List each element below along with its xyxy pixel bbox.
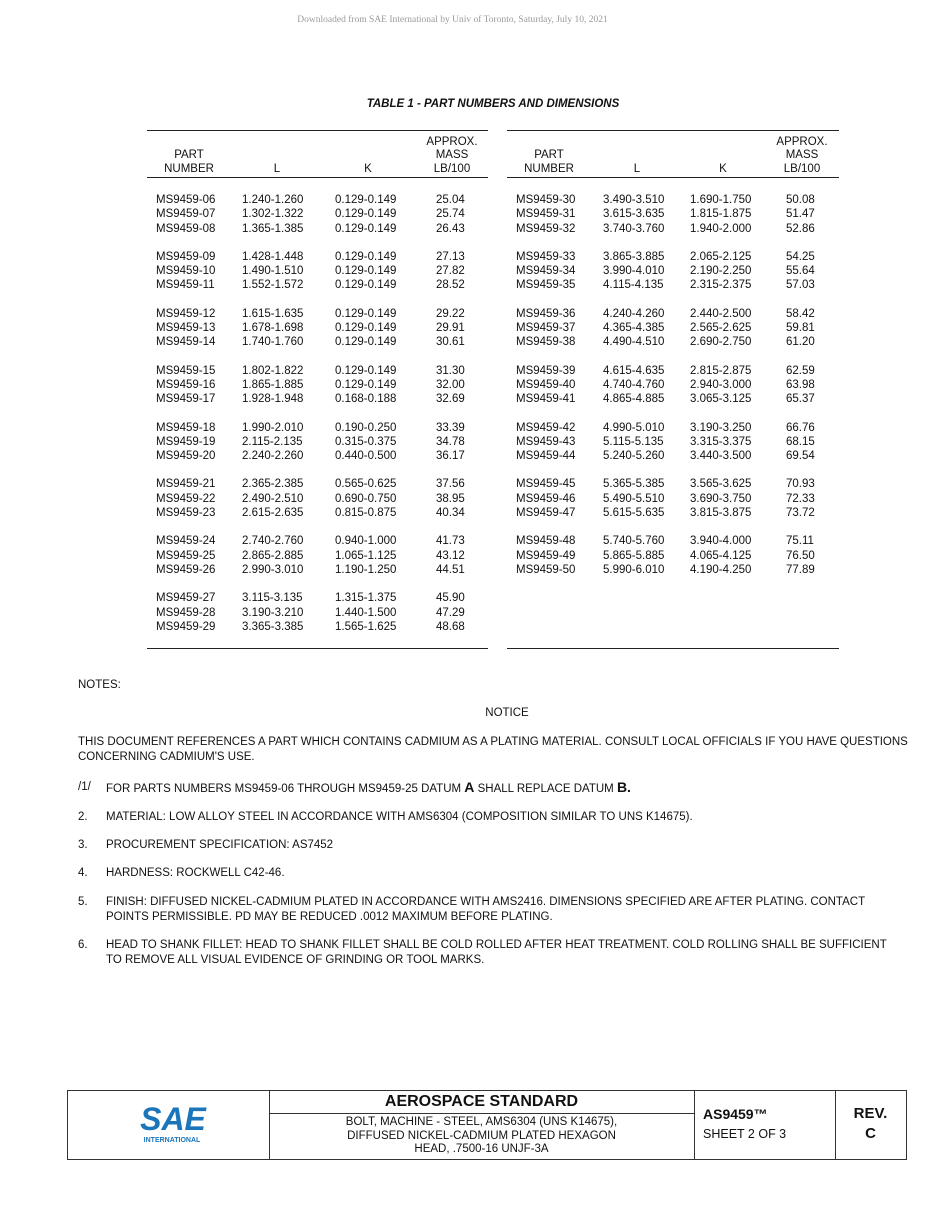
cell-k: 0.168-0.188	[335, 393, 397, 406]
cell-mass: 68.15	[786, 435, 815, 448]
cell-k: 0.690-0.750	[335, 492, 397, 505]
cell-mass: 54.25	[786, 250, 815, 263]
cell-mass: 29.22	[436, 307, 465, 320]
cell-part-number: MS9459-19	[156, 435, 216, 448]
cell-l: 3.740-3.760	[603, 222, 665, 235]
cell-k: 2.440-2.500	[690, 307, 752, 320]
cell-k: 2.940-3.000	[690, 378, 752, 391]
cell-mass: 55.64	[786, 265, 815, 278]
table-row	[507, 278, 839, 292]
cell-l: 1.490-1.510	[242, 265, 304, 278]
table-row	[147, 321, 488, 335]
row-group	[147, 591, 488, 634]
table-row	[147, 378, 488, 392]
cell-l: 1.990-2.010	[242, 421, 304, 434]
cell-k: 1.940-2.000	[690, 222, 752, 235]
cell-part-number: MS9459-32	[516, 222, 576, 235]
cell-k: 0.440-0.500	[335, 450, 397, 463]
cell-k: 0.129-0.149	[335, 279, 397, 292]
cell-l: 5.740-5.760	[603, 535, 665, 548]
row-group	[507, 534, 839, 577]
table-row	[147, 606, 488, 620]
table-row	[507, 250, 839, 264]
cell-l: 4.615-4.635	[603, 364, 665, 377]
cell-l: 4.115-4.135	[603, 279, 664, 292]
cell-k: 0.940-1.000	[335, 535, 397, 548]
cell-part-number: MS9459-29	[156, 620, 216, 633]
table-row	[147, 534, 488, 548]
cell-l: 2.240-2.260	[242, 450, 304, 463]
header-k: K	[719, 162, 727, 175]
cell-l: 1.928-1.948	[242, 393, 304, 406]
cell-part-number: MS9459-10	[156, 265, 216, 278]
cell-mass: 45.90	[436, 592, 465, 605]
table-row	[147, 421, 488, 435]
table-row	[507, 222, 839, 236]
cell-k: 4.065-4.125	[690, 549, 752, 562]
cell-k: 0.129-0.149	[335, 336, 397, 349]
row-group	[507, 364, 839, 407]
cell-l: 5.240-5.260	[603, 450, 665, 463]
cell-part-number: MS9459-41	[516, 393, 576, 406]
cell-part-number: MS9459-06	[156, 194, 216, 206]
table-row	[147, 435, 488, 449]
cell-part-number: MS9459-34	[516, 265, 576, 278]
table-row	[147, 563, 488, 577]
cell-mass: 75.11	[786, 535, 814, 548]
cell-k: 0.129-0.149	[335, 265, 397, 278]
table-title: TABLE 1 - PART NUMBERS AND DIMENSIONS	[366, 98, 620, 110]
cell-part-number: MS9459-30	[516, 194, 576, 206]
cell-k: 3.565-3.625	[690, 478, 752, 491]
logo-subtext: INTERNATIONAL	[143, 1137, 201, 1144]
cell-part-number: MS9459-42	[516, 421, 576, 434]
cell-part-number: MS9459-28	[156, 606, 216, 619]
cell-k: 1.065-1.125	[335, 549, 397, 562]
cell-part-number: MS9459-46	[516, 492, 576, 505]
table-body	[147, 193, 488, 634]
cell-k: 0.815-0.875	[335, 507, 397, 520]
cell-part-number: MS9459-36	[516, 307, 576, 320]
cell-part-number: MS9459-26	[156, 563, 216, 576]
table-row	[147, 591, 488, 605]
cell-l: 5.615-5.635	[603, 507, 665, 520]
part-table-left	[147, 130, 488, 649]
cell-mass: 73.72	[786, 507, 815, 520]
cell-k: 0.129-0.149	[335, 307, 397, 320]
table-row	[147, 492, 488, 506]
cell-l: 4.240-4.260	[603, 307, 665, 320]
note-text: FOR PARTS NUMBERS MS9459-06 THROUGH MS9459-25 DATUM A SHALL REPLACE DATUM B.	[106, 779, 631, 795]
cell-mass: 25.74	[436, 208, 465, 221]
cell-mass: 77.89	[786, 563, 815, 576]
cell-l: 1.615-1.635	[242, 307, 304, 320]
table-row	[507, 421, 839, 435]
cell-l: 2.115-2.135	[242, 435, 303, 448]
cell-l: 5.365-5.385	[603, 478, 665, 491]
sae-logo-icon	[138, 1100, 208, 1146]
row-group	[147, 250, 488, 293]
cell-l: 3.365-3.385	[242, 620, 304, 633]
cell-mass: 41.73	[436, 535, 465, 548]
cell-mass: 34.78	[436, 435, 465, 448]
cell-k: 3.940-4.000	[690, 535, 752, 548]
row-group	[147, 534, 488, 577]
cell-l: 5.490-5.510	[603, 492, 665, 505]
cell-k: 3.815-3.875	[690, 507, 752, 520]
cell-mass: 37.56	[436, 478, 465, 491]
cell-part-number: MS9459-37	[516, 322, 576, 335]
cell-k: 3.190-3.250	[690, 421, 752, 434]
cell-l: 1.240-1.260	[242, 194, 304, 206]
header-part-number: PART NUMBER	[524, 149, 574, 175]
table-row	[507, 364, 839, 378]
cell-mass: 52.86	[786, 222, 815, 235]
cell-l: 3.190-3.210	[242, 606, 304, 619]
cell-k: 0.129-0.149	[335, 194, 397, 206]
cell-part-number: MS9459-25	[156, 549, 216, 562]
cell-l: 1.428-1.448	[242, 250, 304, 263]
cell-k: 4.190-4.250	[690, 563, 752, 576]
cell-l: 4.740-4.760	[603, 378, 665, 391]
cell-k: 2.190-2.250	[690, 265, 752, 278]
note-number: /1/	[78, 781, 91, 793]
table-row	[147, 278, 488, 292]
table-row	[147, 193, 488, 207]
datum-b: B.	[616, 779, 631, 795]
cell-k: 0.315-0.375	[335, 435, 397, 448]
cell-part-number: MS9459-35	[516, 279, 576, 292]
cell-mass: 38.95	[436, 492, 465, 505]
cell-k: 0.129-0.149	[335, 208, 397, 221]
cell-mass: 25.04	[436, 194, 465, 206]
cell-mass: 50.08	[786, 194, 815, 206]
table-row	[147, 392, 488, 406]
cell-mass: 28.52	[436, 279, 465, 292]
table-row	[507, 563, 839, 577]
cell-part-number: MS9459-20	[156, 450, 216, 463]
cell-l: 5.865-5.885	[603, 549, 665, 562]
cell-part-number: MS9459-11	[156, 279, 215, 292]
cell-part-number: MS9459-39	[516, 364, 576, 377]
table-header	[147, 131, 488, 178]
header-k: K	[364, 162, 372, 175]
revision-cell	[835, 1091, 906, 1159]
cell-part-number: MS9459-13	[156, 322, 216, 335]
sheet-number: SHEET 2 OF 3	[703, 1127, 787, 1141]
cell-part-number: MS9459-33	[516, 250, 576, 263]
table-row	[147, 506, 488, 520]
table-row	[147, 449, 488, 463]
cell-part-number: MS9459-47	[516, 507, 576, 520]
logo-cell	[68, 1091, 270, 1159]
cell-k: 0.129-0.149	[335, 322, 397, 335]
cell-part-number: MS9459-15	[156, 364, 216, 377]
cell-mass: 29.91	[436, 322, 465, 335]
notice-title: NOTICE	[485, 707, 529, 719]
table-row	[147, 250, 488, 264]
header-part-number: PART NUMBER	[164, 149, 214, 175]
table-row	[147, 364, 488, 378]
cell-mass: 32.69	[436, 393, 465, 406]
cell-k: 1.565-1.625	[335, 620, 397, 633]
cell-k: 0.129-0.149	[335, 250, 397, 263]
cell-l: 1.552-1.572	[242, 279, 304, 292]
row-group	[147, 364, 488, 407]
cell-l: 3.865-3.885	[603, 250, 665, 263]
row-group	[147, 477, 488, 520]
cell-part-number: MS9459-22	[156, 492, 216, 505]
cell-mass: 65.37	[786, 393, 815, 406]
cell-part-number: MS9459-07	[156, 208, 216, 221]
cell-mass: 61.20	[786, 336, 815, 349]
table-row	[147, 307, 488, 321]
cell-mass: 36.17	[436, 450, 465, 463]
cell-mass: 26.43	[436, 222, 465, 235]
cell-l: 1.865-1.885	[242, 378, 304, 391]
table-row	[507, 492, 839, 506]
cell-mass: 76.50	[786, 549, 815, 562]
cell-l: 2.990-3.010	[242, 563, 304, 576]
cell-l: 4.990-5.010	[603, 421, 665, 434]
table-row	[507, 392, 839, 406]
cell-k: 3.065-3.125	[690, 393, 752, 406]
cell-l: 3.115-3.135	[242, 592, 303, 605]
cell-part-number: MS9459-50	[516, 563, 576, 576]
cell-mass: 62.59	[786, 364, 815, 377]
row-group	[507, 307, 839, 350]
cell-mass: 63.98	[786, 378, 815, 391]
cell-mass: 43.12	[436, 549, 465, 562]
cell-k: 2.690-2.750	[690, 336, 752, 349]
header-l: L	[273, 162, 281, 175]
table-row	[147, 222, 488, 236]
table-row	[507, 193, 839, 207]
datum-a: A	[464, 779, 475, 795]
cell-mass: 27.13	[436, 250, 465, 263]
cell-mass: 69.54	[786, 450, 815, 463]
header-l: L	[633, 162, 641, 175]
cell-l: 5.115-5.135	[603, 435, 664, 448]
cell-mass: 30.61	[436, 336, 465, 349]
cell-l: 1.365-1.385	[242, 222, 304, 235]
row-group	[147, 307, 488, 350]
table-row	[507, 549, 839, 563]
cell-mass: 51.47	[786, 208, 815, 221]
cell-part-number: MS9459-44	[516, 450, 576, 463]
table-row	[147, 264, 488, 278]
row-group	[147, 193, 488, 236]
cell-part-number: MS9459-21	[156, 478, 216, 491]
cell-l: 2.740-2.760	[242, 535, 304, 548]
cell-k: 1.815-1.875	[690, 208, 752, 221]
cell-mass: 72.33	[786, 492, 815, 505]
table-row	[507, 335, 839, 349]
cell-k: 1.190-1.250	[335, 563, 397, 576]
cell-mass: 47.29	[436, 606, 465, 619]
cell-part-number: MS9459-12	[156, 307, 216, 320]
cell-k: 2.065-2.125	[690, 250, 752, 263]
cell-k: 1.440-1.500	[335, 606, 397, 619]
row-group	[507, 477, 839, 520]
table-row	[507, 307, 839, 321]
cell-k: 0.129-0.149	[335, 378, 397, 391]
row-group	[507, 250, 839, 293]
cell-k: 0.129-0.149	[335, 364, 397, 377]
table-row	[147, 335, 488, 349]
standard-title: AEROSPACE STANDARD	[269, 1091, 694, 1114]
table-row	[147, 620, 488, 634]
cell-l: 4.365-4.385	[603, 322, 665, 335]
notice-text: THIS DOCUMENT REFERENCES A PART WHICH CONTAINS CADMIUM AS A PLATING MATERIAL. CONSULT LOCAL OFFICIALS IF YOU HAVE QUESTIONS CONCERNING CADMIUM'S USE.	[78, 736, 908, 763]
header-mass: APPROX. MASS LB/100	[776, 135, 828, 175]
cell-l: 5.990-6.010	[603, 563, 665, 576]
cell-k: 3.440-3.500	[690, 450, 752, 463]
cell-part-number: MS9459-08	[156, 222, 216, 235]
cell-k: 3.690-3.750	[690, 492, 752, 505]
cell-k: 1.690-1.750	[690, 194, 752, 206]
cell-part-number: MS9459-14	[156, 336, 216, 349]
cell-mass: 31.30	[436, 364, 465, 377]
cell-mass: 32.00	[436, 378, 465, 391]
cell-mass: 58.42	[786, 307, 815, 320]
cell-part-number: MS9459-48	[516, 535, 576, 548]
cell-mass: 59.81	[786, 322, 815, 335]
table-header	[507, 131, 839, 178]
cell-k: 0.190-0.250	[335, 421, 397, 434]
cell-mass: 44.51	[436, 563, 465, 576]
revision: REV. C	[853, 1105, 888, 1142]
table-row	[507, 207, 839, 221]
cell-l: 4.490-4.510	[603, 336, 665, 349]
table-row	[507, 449, 839, 463]
standard-subtitle: BOLT, MACHINE - STEEL, AMS6304 (UNS K14675), DIFFUSED NICKEL-CADMIUM PLATED HEXAGON HEAD, .7500-16 UNJF-3A	[345, 1116, 618, 1155]
cell-l: 1.678-1.698	[242, 322, 304, 335]
cell-mass: 66.76	[786, 421, 815, 434]
cell-part-number: MS9459-23	[156, 507, 216, 520]
cell-l: 2.615-2.635	[242, 507, 304, 520]
cell-l: 3.990-4.010	[603, 265, 665, 278]
cell-l: 1.802-1.822	[242, 364, 304, 377]
logo-text: SAE	[140, 1101, 206, 1137]
document-id: AS9459™	[703, 1106, 768, 1122]
cell-part-number: MS9459-16	[156, 378, 216, 391]
table-row	[507, 534, 839, 548]
cell-mass: 33.39	[436, 421, 465, 434]
cell-k: 2.315-2.375	[690, 279, 752, 292]
table-row	[507, 378, 839, 392]
cell-part-number: MS9459-09	[156, 250, 216, 263]
table-body	[507, 193, 839, 577]
cell-part-number: MS9459-31	[516, 208, 576, 221]
cell-l: 1.740-1.760	[242, 336, 304, 349]
table-row	[147, 207, 488, 221]
cell-l: 2.490-2.510	[242, 492, 304, 505]
header-mass: APPROX. MASS LB/100	[426, 135, 478, 175]
title-cell	[269, 1091, 695, 1159]
cell-part-number: MS9459-24	[156, 535, 216, 548]
cell-l: 3.615-3.635	[603, 208, 665, 221]
document-id-cell	[694, 1091, 836, 1159]
cell-part-number: MS9459-43	[516, 435, 576, 448]
cell-k: 1.315-1.375	[335, 592, 397, 605]
cell-k: 2.815-2.875	[690, 364, 752, 377]
table-row	[507, 477, 839, 491]
row-group	[147, 421, 488, 464]
cell-part-number: MS9459-38	[516, 336, 576, 349]
cell-mass: 40.34	[436, 507, 465, 520]
cell-l: 2.365-2.385	[242, 478, 304, 491]
cell-mass: 27.82	[436, 265, 465, 278]
cell-k: 2.565-2.625	[690, 322, 752, 335]
cell-k: 0.565-0.625	[335, 478, 397, 491]
table-row	[507, 506, 839, 520]
notes-label: NOTES:	[78, 679, 121, 691]
cell-l: 3.490-3.510	[603, 194, 665, 206]
cell-l: 1.302-1.322	[242, 208, 304, 221]
part-table-right	[507, 130, 839, 649]
table-row	[147, 477, 488, 491]
table-row	[147, 549, 488, 563]
cell-part-number: MS9459-49	[516, 549, 576, 562]
cell-part-number: MS9459-18	[156, 421, 216, 434]
cell-mass: 48.68	[436, 620, 465, 633]
cell-k: 0.129-0.149	[335, 222, 397, 235]
title-block	[67, 1090, 907, 1160]
cell-part-number: MS9459-17	[156, 393, 216, 406]
cell-k: 3.315-3.375	[690, 435, 752, 448]
row-group	[507, 193, 839, 236]
cell-mass: 70.93	[786, 478, 815, 491]
cell-l: 4.865-4.885	[603, 393, 665, 406]
table-row	[507, 321, 839, 335]
download-watermark: Downloaded from SAE International by Univ of Toronto, Saturday, July 10, 2021	[297, 15, 608, 25]
cell-l: 2.865-2.885	[242, 549, 304, 562]
cell-part-number: MS9459-40	[516, 378, 576, 391]
row-group	[507, 421, 839, 464]
cell-part-number: MS9459-45	[516, 478, 576, 491]
table-row	[507, 264, 839, 278]
table-row	[507, 435, 839, 449]
cell-part-number: MS9459-27	[156, 592, 216, 605]
cell-mass: 57.03	[786, 279, 815, 292]
